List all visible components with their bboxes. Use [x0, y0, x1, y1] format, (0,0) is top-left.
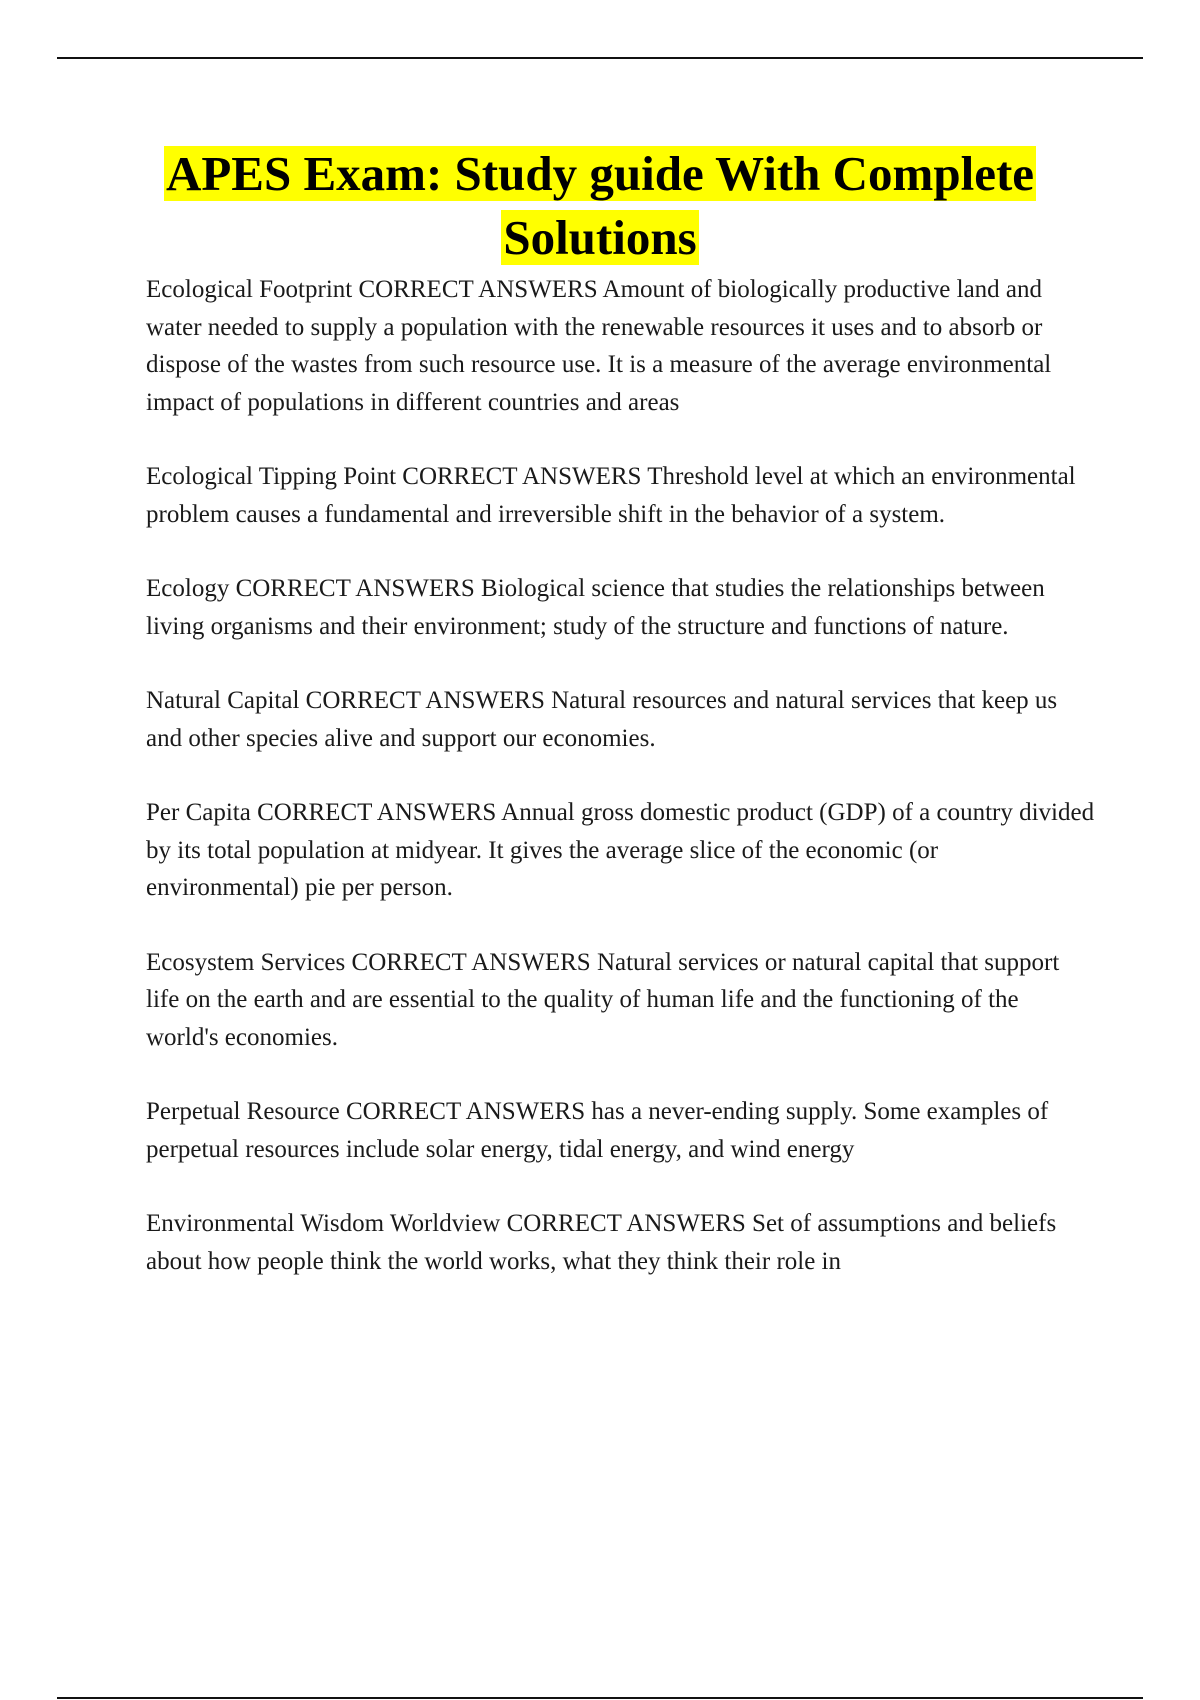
entry-term: Environmental Wisdom Worldview [146, 1210, 501, 1237]
entry-ecology [146, 570, 1096, 645]
entry-marker: CORRECT ANSWERS [345, 1098, 586, 1125]
entry-definition: Biological science that studies the relationships between living organisms and their environment; study of the structure and functions of nature. [146, 575, 1045, 640]
bottom-rule [57, 1697, 1143, 1699]
entry-natural-capital [146, 682, 1096, 757]
entry-marker: CORRECT ANSWERS [506, 1210, 746, 1237]
title-line-2: Solutions [503, 210, 697, 265]
entry-environmental-wisdom-worldview [146, 1205, 1096, 1280]
page-title [100, 142, 1100, 270]
entry-term: Ecology [146, 575, 230, 602]
entry-term: Ecological Tipping Point [146, 463, 397, 490]
entry-definition: Natural resources and natural services that keep us and other species alive and support our economies. [146, 687, 1058, 752]
entry-ecological-tipping-point [146, 458, 1096, 533]
entry-ecosystem-services [146, 944, 1096, 1057]
entry-marker: CORRECT ANSWERS [257, 799, 497, 826]
entry-definition: Annual gross domestic product (GDP) of a country divided by its total population at midyear. It gives the average slice of the economic (or environmental) pie per person. [146, 799, 1095, 901]
entry-definition: has a never-ending supply. Some examples of perpetual resources include solar energy, tidal energy, and wind energy [146, 1098, 1049, 1163]
entry-definition: Set of assumptions and beliefs about how people think the world works, what they think their role in [146, 1210, 1057, 1275]
entry-term: Natural Capital [146, 687, 300, 714]
entry-marker: CORRECT ANSWERS [305, 687, 545, 714]
entry-definition: Amount of biologically productive land and water needed to supply a population with the renewable resources it uses and to absorb or dispose of the wastes from such resource use. It is a measure of the average environmental impact of populations in different countries and areas [146, 276, 1052, 416]
entry-marker: CORRECT ANSWERS [358, 276, 598, 303]
entry-marker: CORRECT ANSWERS [235, 575, 475, 602]
entry-term: Per Capita [146, 799, 251, 826]
entries-list [146, 271, 1096, 1317]
entry-per-capita [146, 794, 1096, 907]
entry-ecological-footprint [146, 271, 1096, 421]
entry-perpetual-resource [146, 1093, 1096, 1168]
entry-marker: CORRECT ANSWERS [402, 463, 642, 490]
title-line-1: APES Exam: Study guide With Complete [165, 146, 1035, 201]
entry-marker: CORRECT ANSWERS [351, 948, 591, 976]
entry-term: Ecological Footprint [146, 276, 353, 303]
entry-term: Perpetual Resource [146, 1098, 340, 1125]
top-rule [57, 57, 1143, 59]
entry-definition: Natural services or natural capital that support life on the earth and are essential to the quality of human life and the functioning of the world's economies. [146, 948, 1060, 1051]
entry-term: Ecosystem Services [146, 948, 346, 976]
entry-definition: Threshold level at which an environmental problem causes a fundamental and irreversible shift in the behavior of a system. [146, 463, 1076, 528]
